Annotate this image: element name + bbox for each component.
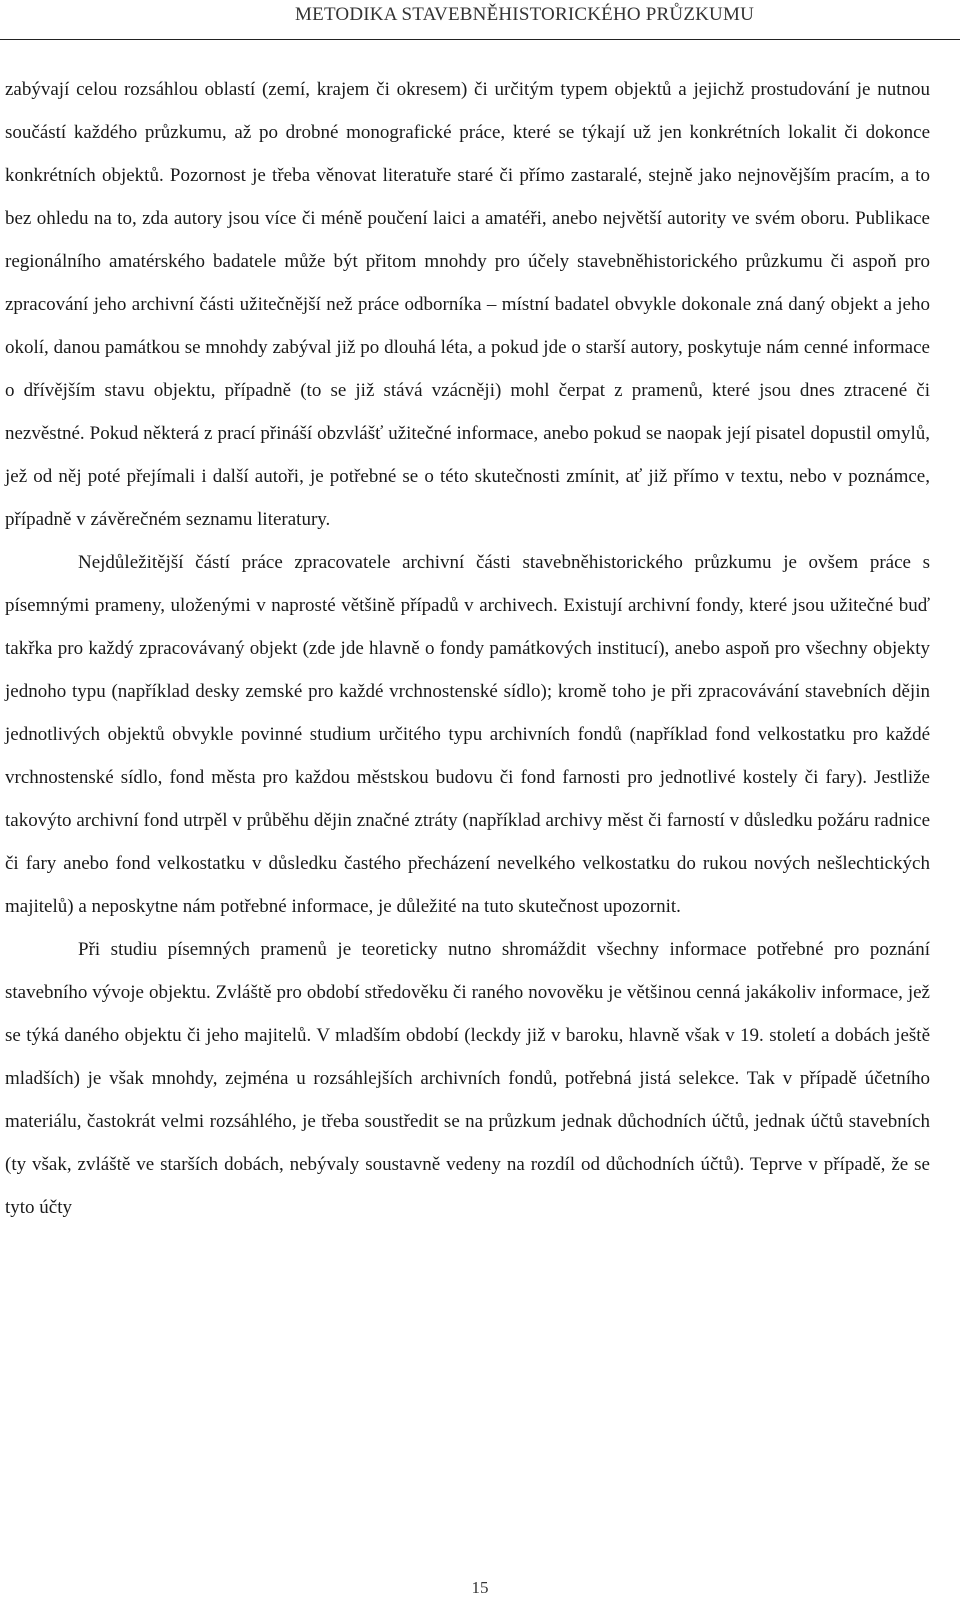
paragraph: Nejdůležitější částí práce zpracovatele archivní části stavebněhistorického průzkumu je ovšem práce s písemnými prameny, uloženými v naprosté většině případů v archivech. Existují archivní fondy, které jsou užitečné buď takřka pro každý zpracovávaný objekt (zde jde hlavně o fondy památkových institucí), anebo aspoň pro všechny objekty jednoho typu (například desky zemské pro každé vrchnostenské sídlo); kromě toho je při zpracovávání stavebních dějin jednotlivých objektů obvykle povinné studium určitého typu archivních fondů (například fond velkostatku pro každé vrchnostenské sídlo, fond města pro každou městskou budovu či fond farnosti pro jednotlivé kostely či fary). Jestliže takovýto archivní fond utrpěl v průběhu dějin značné ztráty (například archivy měst či farností v důsledku požáru radnice či fary anebo fond velkostatku v důsledku častého přecházení nevelkého velkostatku do rukou nových nešlechtických majitelů) a neposkytne nám potřebné informace, je důležité na tuto skutečnost upozornit. [5,552,930,917]
paragraph: Při studiu písemných pramenů je teoreticky nutno shromáždit všechny informace potřebné pro poznání stavebního vývoje objektu. Zvláště pro období středověku či raného novověku je většinou cenná jakákoliv informace, jež se týká daného objektu či jeho majitelů. V mladším období (leckdy již v baroku, hlavně však v 19. století a dobách ještě mladších) je však mnohdy, zejména u rozsáhlejších archivních fondů, potřebná jistá selekce. Tak v případě účetního materiálu, častokrát velmi rozsáhlého, je třeba soustředit se na průzkum jednak důchodních účtů, jednak účtů stavebních (ty však, zvláště ve starších dobách, nebývaly soustavně vedeny na rozdíl od důchodních účtů). Teprve v případě, že se tyto účty [5,939,930,1218]
page-number: 15 [471,1578,489,1597]
body-text [5,68,930,1229]
running-header [0,0,960,40]
paragraph-continued: zabývají celou rozsáhlou oblastí (zemí, krajem či okresem) či určitým typem objektů a jejichž prostudování je nutnou součástí každého průzkumu, až po drobné monografické práce, které se týkají už jen konkrétních lokalit či dokonce konkrétních objektů. Pozornost je třeba věnovat literatuře staré či přímo zastaralé, stejně jako nejnovějším pracím, a to bez ohledu na to, zda autory jsou více či méně poučení laici a amatéři, anebo největší autority ve svém oboru. Publikace regionálního amatérského badatele může být přitom mnohdy pro účely stavebněhistorického průzkumu či aspoň pro zpracování jeho archivní části užitečnější než práce odborníka – místní badatel obvykle dokonale zná daný objekt a jeho okolí, danou památkou se mnohdy zabýval již po dlouhá léta, a pokud jde o starší autory, poskytuje nám cenné informace o dřívějším stavu objektu, případně (to se již stává vzácněji) mohl čerpat z pramenů, které jsou dnes ztracené či nezvěstné. Pokud některá z prací přináší obzvlášť užitečné informace, anebo pokud se naopak její pisatel dopustil omylů, jež od něj poté přejímali i další autoři, je potřebné se o této skutečnosti zmínit, ať již přímo v textu, nebo v poznámce, případně v závěrečném seznamu literatury. [5,79,930,530]
running-title: METODIKA STAVEBNĚHISTORICKÉHO PRŮZKUMU [295,4,754,25]
